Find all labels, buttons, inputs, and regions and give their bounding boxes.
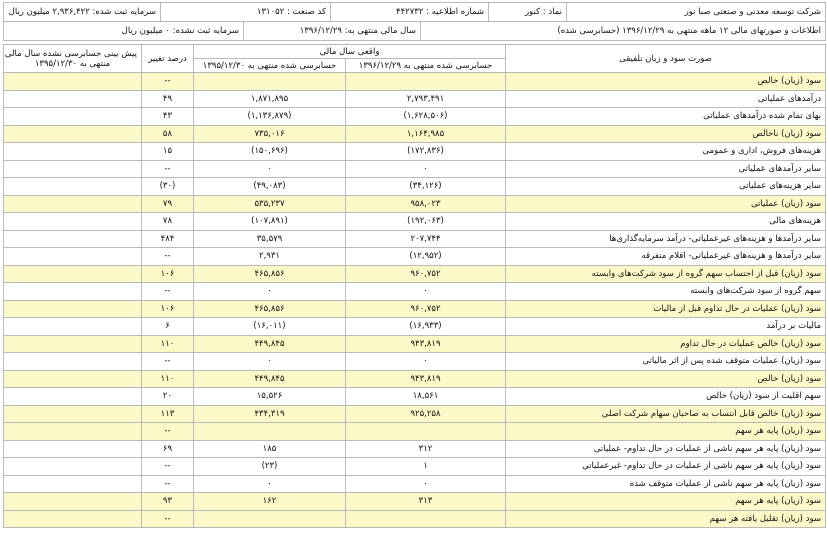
prior-forecast-cell <box>4 73 142 91</box>
prior-forecast-header: پیش بینی حسابرسی نشده سال مالی منتهی به ۱۳۹۵/۱۲/۳۰ <box>4 45 142 73</box>
prior-forecast-cell <box>4 388 142 406</box>
previous-year-cell: ۴۴۹,۸۴۵ <box>194 335 346 353</box>
prior-forecast-cell <box>4 440 142 458</box>
table-row <box>4 458 826 476</box>
change-percent-cell: -- <box>142 248 194 266</box>
previous-year-cell <box>194 510 346 528</box>
table-row <box>4 388 826 406</box>
current-year-cell <box>346 510 506 528</box>
change-percent-cell: ۱۱۰ <box>142 335 194 353</box>
previous-year-cell: ۱۵,۵۲۶ <box>194 388 346 406</box>
previous-year-cell: ۱۸۵ <box>194 440 346 458</box>
previous-year-cell: ۵۳۵,۲۳۷ <box>194 195 346 213</box>
change-percent-header: درصد تغییر <box>142 45 194 73</box>
table-row <box>4 423 826 441</box>
table-row <box>4 90 826 108</box>
prior-forecast-cell <box>4 318 142 336</box>
row-label: سهم گروه از سود شرکت‌های وابسته <box>506 283 826 301</box>
row-label: سایر هزینه‌های عملیاتی <box>506 178 826 196</box>
current-year-cell: ۰ <box>346 283 506 301</box>
current-year-cell: ۹۵۸,۰۲۳ <box>346 195 506 213</box>
previous-year-cell: ۴۳۴,۳۱۹ <box>194 405 346 423</box>
unregistered-capital: سرمایه ثبت نشده: ۰ میلیون ریال <box>4 22 244 41</box>
current-year-cell: ۹۶۰,۷۵۲ <box>346 265 506 283</box>
row-label: سود (زیان) پایه هر سهم <box>506 423 826 441</box>
table-row <box>4 125 826 143</box>
report-title: اطلاعات و صورتهای مالی ۱۲ ماهه منتهی به ۱۳۹۶/۱۲/۲۹ (حسابرسی شده) <box>421 22 826 41</box>
change-percent-cell: ۱۱۰ <box>142 370 194 388</box>
previous-year-cell: ۱۶۲ <box>194 493 346 511</box>
table-row <box>4 440 826 458</box>
table-row <box>4 335 826 353</box>
change-percent-cell: (۳۰) <box>142 178 194 196</box>
current-year-cell: ۲,۷۹۳,۴۹۱ <box>346 90 506 108</box>
current-year-cell: ۲۰۷,۷۴۴ <box>346 230 506 248</box>
row-label: سود (زیان) پایه هر سهم ناشی از عملیات در حال تداوم- عملیاتی <box>506 440 826 458</box>
previous-year-cell: (۲۳) <box>194 458 346 476</box>
row-label: سود (زیان) پایه هر سهم ناشی از عملیات در حال تداوم- غیرعملیاتی <box>506 458 826 476</box>
change-percent-cell: -- <box>142 353 194 371</box>
prior-forecast-cell <box>4 458 142 476</box>
previous-year-cell: ۲,۹۳۱ <box>194 248 346 266</box>
prior-forecast-cell <box>4 493 142 511</box>
row-label: سود (زیان) ناخالص <box>506 125 826 143</box>
row-label: سود (زیان) خالص <box>506 370 826 388</box>
current-year-cell: ۳۱۳ <box>346 493 506 511</box>
change-percent-cell: -- <box>142 160 194 178</box>
prior-forecast-cell <box>4 475 142 493</box>
report-header <box>3 2 826 41</box>
current-year-cell: ۱,۱۶۴,۹۸۵ <box>346 125 506 143</box>
row-label: سایر درآمدها و هزینه‌های غیرعملیاتی- اقلام متفرقه <box>506 248 826 266</box>
table-row <box>4 370 826 388</box>
prior-forecast-cell <box>4 143 142 161</box>
current-year-cell: ۹۴۳,۸۱۹ <box>346 335 506 353</box>
table-row <box>4 143 826 161</box>
previous-year-cell: ۴۴۹,۸۴۵ <box>194 370 346 388</box>
current-year-cell: ۹۶۰,۷۵۲ <box>346 300 506 318</box>
industry-code: کد صنعت : ۱۳۱۰۵۲ <box>161 3 331 22</box>
current-year-cell: ۱ <box>346 458 506 476</box>
table-row <box>4 160 826 178</box>
current-year-cell <box>346 73 506 91</box>
row-label: سود (زیان) خالص عملیات در حال تداوم <box>506 335 826 353</box>
current-year-header: حسابرسی شده منتهی به ۱۳۹۶/۱۲/۲۹ <box>346 59 506 73</box>
change-percent-cell: ۶۹ <box>142 440 194 458</box>
prior-forecast-cell <box>4 160 142 178</box>
prior-forecast-cell <box>4 178 142 196</box>
row-label: سود (زیان) پایه هر سهم ناشی از عملیات متوقف شده <box>506 475 826 493</box>
previous-year-cell: ۰ <box>194 283 346 301</box>
change-percent-cell: -- <box>142 510 194 528</box>
previous-year-cell: ۴۶۵,۸۵۶ <box>194 265 346 283</box>
change-percent-cell: ۷۹ <box>142 195 194 213</box>
row-label: هزینه‌های مالی <box>506 213 826 231</box>
row-label: سایر درآمدها و هزینه‌های غیرعملیاتی- درآمد سرمایه‌گذاری‌ها <box>506 230 826 248</box>
change-percent-cell: ۴۳ <box>142 108 194 126</box>
current-year-cell: ۹۲۵,۲۵۸ <box>346 405 506 423</box>
row-label: درآمدهای عملیاتی <box>506 90 826 108</box>
registered-capital: سرمایه ثبت شده: ۲,۹۳۶,۴۲۲ میلیون ریال <box>4 3 161 22</box>
symbol: نماد : کنور <box>489 3 567 22</box>
current-year-cell: ۰ <box>346 353 506 371</box>
prior-forecast-cell <box>4 405 142 423</box>
change-percent-cell: ۷۸ <box>142 213 194 231</box>
prior-forecast-cell <box>4 108 142 126</box>
current-year-cell <box>346 423 506 441</box>
prior-forecast-cell <box>4 125 142 143</box>
prior-forecast-cell <box>4 353 142 371</box>
row-label: سود (زیان) تقلیل یافته هر سهم <box>506 510 826 528</box>
prior-forecast-cell <box>4 195 142 213</box>
previous-year-cell: (۱۵۰,۶۹۶) <box>194 143 346 161</box>
table-row <box>4 108 826 126</box>
table-row <box>4 510 826 528</box>
current-year-cell: ۹۴۳,۸۱۹ <box>346 370 506 388</box>
change-percent-cell: -- <box>142 475 194 493</box>
table-row <box>4 283 826 301</box>
prior-forecast-cell <box>4 230 142 248</box>
change-percent-cell: -- <box>142 283 194 301</box>
prior-forecast-cell <box>4 265 142 283</box>
change-percent-cell: ۱۱۳ <box>142 405 194 423</box>
table-row <box>4 213 826 231</box>
table-row <box>4 195 826 213</box>
previous-year-cell: ۴۶۵,۸۵۶ <box>194 300 346 318</box>
change-percent-cell: ۴۸۴ <box>142 230 194 248</box>
current-year-cell: (۱۲,۹۵۲) <box>346 248 506 266</box>
table-row <box>4 248 826 266</box>
current-year-cell: ۱۸,۵۶۱ <box>346 388 506 406</box>
change-percent-cell: -- <box>142 458 194 476</box>
current-year-cell: ۳۱۲ <box>346 440 506 458</box>
current-year-cell: (۱,۶۲۸,۵۰۶) <box>346 108 506 126</box>
income-statement-table <box>3 44 826 528</box>
previous-year-header: حسابرسی شده منتهی به ۱۳۹۵/۱۲/۳۰ <box>194 59 346 73</box>
previous-year-cell: ۰ <box>194 353 346 371</box>
table-row <box>4 318 826 336</box>
actual-year-header: واقعی سال مالی <box>194 45 506 59</box>
prior-forecast-cell <box>4 248 142 266</box>
row-label: سود (زیان) پایه هر سهم <box>506 493 826 511</box>
current-year-cell: (۳۴,۱۲۶) <box>346 178 506 196</box>
current-year-cell: (۱۷۲,۸۳۶) <box>346 143 506 161</box>
table-row <box>4 405 826 423</box>
row-label: سهم اقلیت از سود (زیان) خالص <box>506 388 826 406</box>
current-year-cell: (۱۶,۹۳۳) <box>346 318 506 336</box>
prior-forecast-cell <box>4 423 142 441</box>
previous-year-cell: (۴۹,۰۸۳) <box>194 178 346 196</box>
change-percent-cell: ۱۵ <box>142 143 194 161</box>
row-label: سایر درآمدهای عملیاتی <box>506 160 826 178</box>
row-label: سود (زیان) عملیات در حال تداوم قبل از مالیات <box>506 300 826 318</box>
table-row <box>4 73 826 91</box>
row-label: مالیات بر درآمد <box>506 318 826 336</box>
change-percent-cell: -- <box>142 73 194 91</box>
previous-year-cell: ۰ <box>194 475 346 493</box>
current-year-cell: ۰ <box>346 475 506 493</box>
previous-year-cell: (۱۰۷,۸۹۱) <box>194 213 346 231</box>
previous-year-cell: ۱,۸۷۱,۸۹۵ <box>194 90 346 108</box>
prior-forecast-cell <box>4 335 142 353</box>
prior-forecast-cell <box>4 370 142 388</box>
row-label: سود (زیان) قبل از احتساب سهم گروه از سود شرکت‌های وابسته <box>506 265 826 283</box>
notice-number: شماره اطلاعیه : ۴۴۲۷۳۲ <box>331 3 489 22</box>
change-percent-cell: ۲۰ <box>142 388 194 406</box>
table-row <box>4 300 826 318</box>
prior-forecast-cell <box>4 213 142 231</box>
row-label: سود (زیان) خالص قابل انتساب به صاحبان سهام شرکت اصلی <box>506 405 826 423</box>
current-year-cell: ۰ <box>346 160 506 178</box>
table-row <box>4 178 826 196</box>
prior-forecast-cell <box>4 300 142 318</box>
previous-year-cell: (۱,۱۳۶,۸۷۹) <box>194 108 346 126</box>
previous-year-cell <box>194 73 346 91</box>
item-header: صورت سود و زیان تلفیقی <box>506 45 826 73</box>
current-year-cell: (۱۹۲,۰۶۳) <box>346 213 506 231</box>
previous-year-cell: ۳۵,۵۷۹ <box>194 230 346 248</box>
previous-year-cell: (۱۶,۰۱۱) <box>194 318 346 336</box>
change-percent-cell: ۵۸ <box>142 125 194 143</box>
prior-forecast-cell <box>4 510 142 528</box>
change-percent-cell: ۶ <box>142 318 194 336</box>
row-label: سود (زیان) عملیات متوقف شده پس از اثر مالیاتی <box>506 353 826 371</box>
change-percent-cell: -- <box>142 423 194 441</box>
prior-forecast-cell <box>4 90 142 108</box>
row-label: سود (زیان) عملیاتی <box>506 195 826 213</box>
previous-year-cell: ۷۳۵,۰۱۶ <box>194 125 346 143</box>
table-row <box>4 475 826 493</box>
row-label: هزینه‌های فروش، اداری و عمومی <box>506 143 826 161</box>
change-percent-cell: ۹۳ <box>142 493 194 511</box>
previous-year-cell: ۰ <box>194 160 346 178</box>
previous-year-cell <box>194 423 346 441</box>
table-row <box>4 230 826 248</box>
table-row <box>4 493 826 511</box>
row-label: سود (زیان) خالص <box>506 73 826 91</box>
table-row <box>4 265 826 283</box>
change-percent-cell: ۱۰۶ <box>142 265 194 283</box>
prior-forecast-cell <box>4 283 142 301</box>
table-row <box>4 353 826 371</box>
row-label: بهای تمام شده درآمدهای عملیاتی <box>506 108 826 126</box>
change-percent-cell: ۴۹ <box>142 90 194 108</box>
change-percent-cell: ۱۰۶ <box>142 300 194 318</box>
fiscal-year: سال مالی منتهی به: ۱۳۹۶/۱۲/۲۹ <box>244 22 421 41</box>
company-name: شرکت توسعه معدنی و صنعتی صبا نور <box>567 3 826 22</box>
